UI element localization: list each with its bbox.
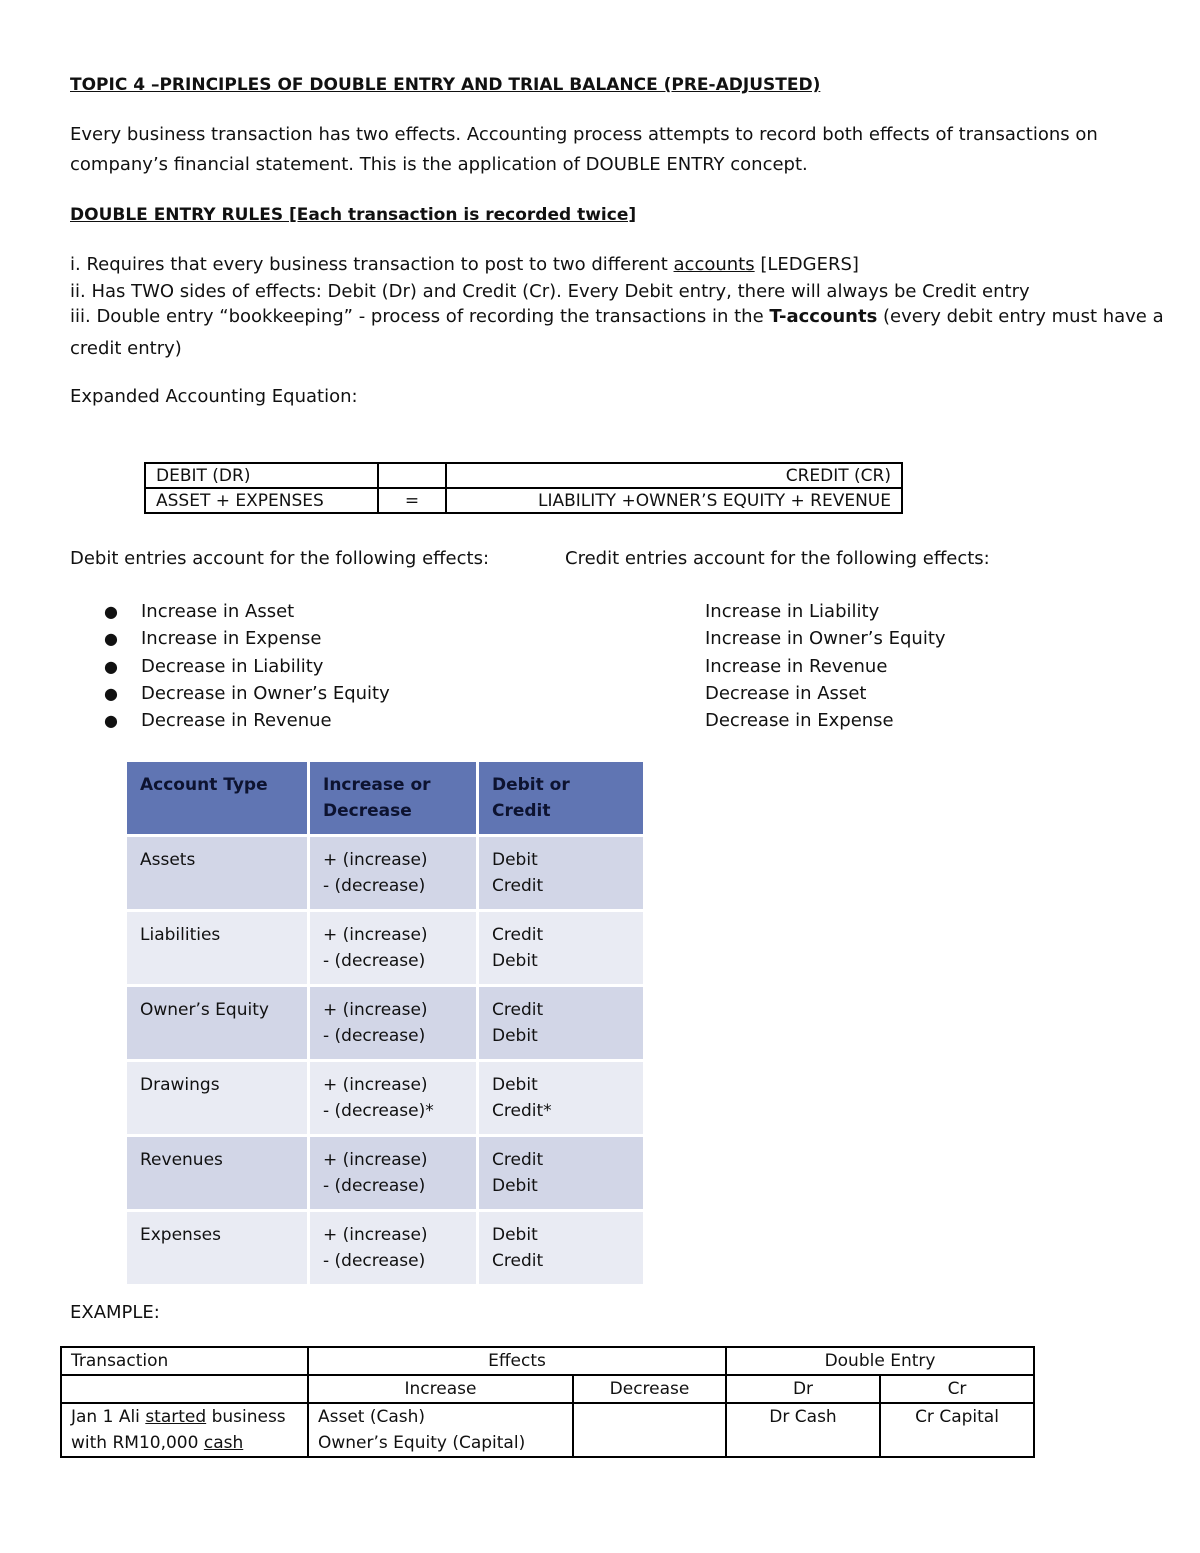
equation-left: ASSET + EXPENSES: [145, 488, 378, 513]
bullet-icon: ●: [104, 683, 118, 703]
equation-right: LIABILITY +OWNER’S EQUITY + REVENUE: [446, 488, 902, 513]
list-item: ● Decrease in Owner’s Equity: [104, 682, 390, 704]
credit-effects-list: [705, 600, 946, 736]
change-cell: + (increase) - (decrease): [310, 1212, 476, 1284]
credit-effects-heading: Credit entries account for the following effects:: [565, 548, 990, 569]
table-row: [127, 912, 643, 984]
equation-table: [144, 462, 903, 514]
side-cell: Credit Debit: [479, 1137, 643, 1209]
header-decrease: Decrease: [573, 1375, 726, 1403]
table-row: [61, 1403, 1034, 1457]
account-type-cell: Expenses: [127, 1212, 307, 1284]
equation-equals: =: [378, 488, 446, 513]
list-item: Decrease in Expense: [705, 710, 894, 732]
header-increase-decrease: Increase or Decrease: [310, 762, 476, 834]
equation-middle-header: [378, 463, 446, 488]
list-item: Increase in Liability: [705, 601, 880, 622]
rules-heading: DOUBLE ENTRY RULES [Each transaction is recorded twice]: [70, 205, 637, 225]
change-cell: + (increase) - (decrease)*: [310, 1062, 476, 1134]
table-row: [127, 1137, 643, 1209]
debit-effects-list: [100, 600, 390, 736]
table-row: [127, 1212, 643, 1284]
side-cell: Debit Credit: [479, 1212, 643, 1284]
list-item: Increase in Owner’s Equity: [705, 628, 946, 650]
change-cell: + (increase) - (decrease): [310, 837, 476, 909]
account-type-cell: Revenues: [127, 1137, 307, 1209]
list-item: ● Decrease in Revenue: [104, 710, 332, 732]
account-type-table: [124, 759, 646, 1287]
debit-effects-heading: Debit entries account for the following effects:: [70, 548, 490, 569]
example-label: EXAMPLE:: [70, 1302, 160, 1323]
side-cell: Debit Credit*: [479, 1062, 643, 1134]
decrease-cell: [573, 1403, 726, 1457]
bullet-icon: ●: [104, 711, 118, 731]
header-double-entry: Double Entry: [726, 1347, 1034, 1375]
dr-cell: Dr Cash: [726, 1403, 880, 1457]
page-title: TOPIC 4 –PRINCIPLES OF DOUBLE ENTRY AND TRIAL BALANCE (PRE-ADJUSTED): [70, 75, 821, 95]
list-item: Decrease in Asset: [705, 682, 867, 704]
list-item: ● Increase in Expense: [104, 628, 322, 650]
equation-label: Expanded Accounting Equation:: [70, 386, 358, 407]
transaction-cell: Jan 1 Ali started business with RM10,000 cash: [61, 1403, 308, 1457]
accounts-link: accounts: [673, 254, 755, 275]
empty-cell: [61, 1375, 308, 1403]
cr-cell: Cr Capital: [880, 1403, 1034, 1457]
intro-line-1: Every business transaction has two effects. Accounting process attempts to record both effects of transactions on: [70, 124, 1098, 145]
table-row: [127, 1062, 643, 1134]
bullet-icon: ●: [104, 602, 118, 621]
bullet-icon: ●: [104, 656, 118, 676]
example-table: [60, 1346, 1035, 1458]
account-type-cell: Owner’s Equity: [127, 987, 307, 1059]
bullet-icon: ●: [104, 629, 118, 649]
header-cr: Cr: [880, 1375, 1034, 1403]
list-item: ● Increase in Asset: [104, 601, 295, 622]
rule-2: ii. Has TWO sides of effects: Debit (Dr) and Credit (Cr). Every Debit entry, there will always be Credit entry: [70, 281, 1030, 302]
equation-debit-header: DEBIT (DR): [145, 463, 378, 488]
intro-line-2: company’s financial statement. This is the application of DOUBLE ENTRY concept.: [70, 154, 808, 175]
header-debit-credit: Debit or Credit: [479, 762, 643, 834]
list-item: Increase in Revenue: [705, 655, 888, 677]
header-transaction: Transaction: [61, 1347, 308, 1375]
side-cell: Debit Credit: [479, 837, 643, 909]
rule-1: i. Requires that every business transaction to post to two different accounts [LEDGERS]: [70, 254, 859, 275]
increase-cell: Asset (Cash) Owner’s Equity (Capital): [308, 1403, 573, 1457]
header-effects: Effects: [308, 1347, 726, 1375]
side-cell: Credit Debit: [479, 912, 643, 984]
header-dr: Dr: [726, 1375, 880, 1403]
table-row: [127, 987, 643, 1059]
change-cell: + (increase) - (decrease): [310, 1137, 476, 1209]
rule-3: iii. Double entry “bookkeeping” - process of recording the transactions in the T-accounts (every debit entry must have a: [70, 306, 1164, 327]
change-cell: + (increase) - (decrease): [310, 912, 476, 984]
account-type-cell: Liabilities: [127, 912, 307, 984]
change-cell: + (increase) - (decrease): [310, 987, 476, 1059]
account-type-cell: Assets: [127, 837, 307, 909]
header-account-type: Account Type: [127, 762, 307, 834]
side-cell: Credit Debit: [479, 987, 643, 1059]
equation-credit-header: CREDIT (CR): [446, 463, 902, 488]
list-item: ● Decrease in Liability: [104, 655, 324, 677]
table-row: [127, 837, 643, 909]
header-increase: Increase: [308, 1375, 573, 1403]
account-type-cell: Drawings: [127, 1062, 307, 1134]
rule-3-continued: credit entry): [70, 338, 182, 359]
